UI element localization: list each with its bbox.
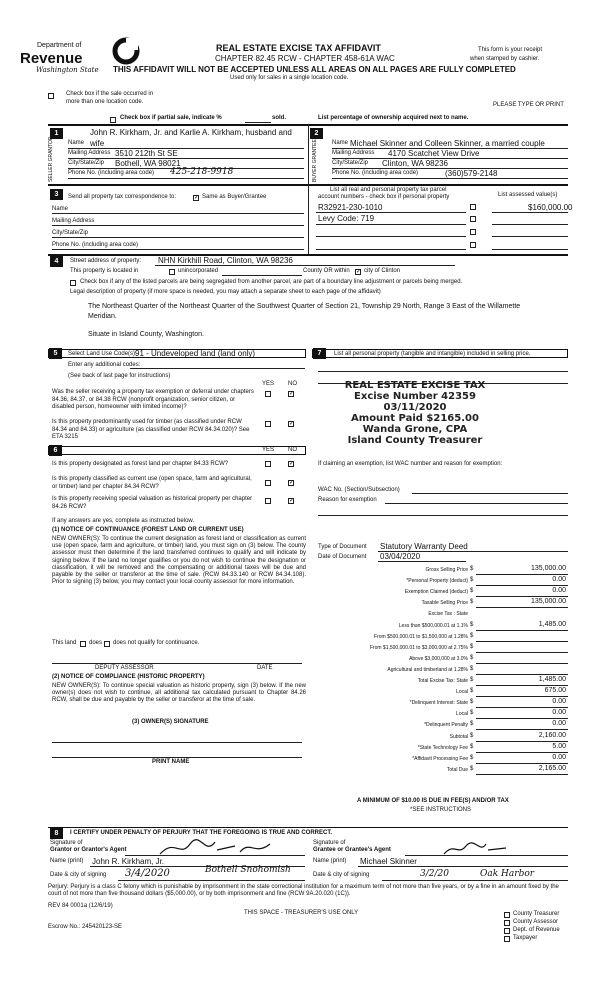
calc-value: 0.00	[552, 754, 566, 761]
calc-value: 2,165.00	[538, 765, 566, 772]
buyer-name-label: Name	[332, 140, 349, 146]
section-7-number: 7	[313, 348, 326, 359]
multi-location-label-1: Check box if the sale occurred in	[66, 91, 154, 97]
calc-value: 0.00	[552, 709, 566, 716]
street-label: Street address of property:	[70, 258, 142, 264]
calc-value: 0.00	[552, 698, 566, 705]
legal-description-3: Situate in Island County, Washington.	[88, 331, 204, 338]
county-or-label: County OR within	[303, 268, 350, 274]
section-6-number: 6	[49, 445, 62, 456]
calc-label: Exemption Claimed (deduct)	[404, 589, 468, 595]
grantee-print-name: Michael Skinner	[360, 857, 417, 866]
legal-description-2: Meridian.	[88, 313, 117, 320]
calc-label: From $500,000.01 to $1,500,000 at 1.28%	[374, 634, 468, 640]
copy-county-treasurer: County Treasurer	[513, 911, 560, 917]
seller-name-label: Name	[68, 140, 85, 146]
treasurer-stamp	[335, 380, 495, 446]
calc-dollar-sign: $	[470, 588, 474, 594]
calc-label: *Personal Property (deduct)	[406, 578, 468, 584]
segregated-label: Check box if any of the listed parcels are being segregated from another parcel, are part of a boundary line adjustment or parcels being merged.	[80, 279, 463, 285]
does-label: does	[89, 640, 103, 646]
list-percentage: List percentage of ownership acquired next to name.	[318, 115, 469, 121]
personal-property-box-1[interactable]	[470, 204, 476, 210]
grantor-date: 3/4/2020	[125, 868, 170, 879]
sec5-question-2: Is this property predominantly used for timber (as classified under RCW 84.34 and 84.33) or agriculture (as classified under RCW 84.34.020)? See ETA 3215	[52, 419, 250, 440]
seller-side-label: SELLER GRANTOR	[48, 136, 54, 182]
calc-value: 0.00	[552, 576, 566, 583]
form-chapter: CHAPTER 82.45 RCW - CHAPTER 458-61A WAC	[215, 54, 395, 63]
calc-label: Excise Tax : State	[428, 611, 468, 617]
form-title: REAL ESTATE EXCISE TAX AFFIDAVIT	[216, 43, 381, 53]
land-use-label: Select Land Use Code(s):	[68, 351, 137, 357]
sec6-q2-no[interactable]: ✓	[289, 480, 295, 486]
stamp-line-3: 03/11/2020	[383, 402, 447, 413]
send-label: Send all property tax correspondence to:	[68, 194, 177, 200]
seller-address-label: Mailing Address	[68, 150, 111, 156]
sec5-q2-no[interactable]: ✓	[289, 421, 295, 427]
calc-dollar-sign: $	[470, 699, 474, 705]
copy-county-assessor: County Assessor	[513, 919, 559, 925]
same-as-buyer-label: Same as Buyer/Grantee	[202, 194, 267, 200]
does-not-qualify-checkbox[interactable]	[104, 641, 110, 647]
buyer-phone: (360)579-2148	[445, 169, 498, 178]
buyer-side-label: BUYER GRANTEE	[312, 139, 318, 182]
calc-dollar-sign: $	[470, 655, 474, 661]
calc-value: 0.00	[552, 587, 566, 594]
calc-label: Subtotal	[449, 734, 468, 740]
revenue-logo-icon	[112, 36, 140, 66]
calc-label: Local	[456, 711, 468, 717]
buyer-address-label: Mailing Address	[332, 150, 375, 156]
seller-name-line-1: John R. Kirkham, Jr. and Karlie A. Kirkham, husband and	[90, 128, 292, 137]
multi-location-checkbox[interactable]	[48, 93, 54, 99]
section-4-number: 4	[50, 256, 63, 267]
section-1-number: 1	[50, 128, 63, 139]
revenue-logo-text: Revenue	[20, 50, 83, 67]
multi-location-label-2: more than one location code.	[66, 99, 144, 105]
calc-label: Total Due	[446, 767, 468, 773]
calc-label: Less than $500,000.01 at 1.1%	[398, 623, 468, 629]
sec6-q2-yes[interactable]	[265, 480, 271, 486]
sec6-question-1: Is this property designated as forest land per chapter 84.33 RCW?	[52, 461, 229, 467]
exemption-label: If claiming an exemption, list WAC number and reason for exemption:	[318, 461, 503, 467]
calc-dollar-sign: $	[470, 566, 474, 572]
minimum-due: A MINIMUM OF $10.00 IS DUE IN FEE(S) AND/OR TAX	[357, 798, 509, 804]
seller-city-label: City/State/Zip	[68, 160, 105, 166]
list-parcels-2: account numbers - check box if personal property	[318, 194, 450, 200]
levy-code: Levy Code: 719	[318, 214, 375, 223]
sec6-no-header: NO	[288, 447, 297, 453]
grantor-date-label: Date & city of signing	[50, 872, 107, 878]
parcel-number: R32921-230-1010	[318, 203, 383, 212]
calc-value: 675.00	[544, 687, 566, 694]
legal-description-label: Legal description of property (if more space is needed, you may attach a separate sheet to each page of the affidavit)	[70, 289, 381, 295]
assessed-value: $160,000.00	[528, 203, 573, 212]
calc-label: Agricultural and timberland at 1.28%	[387, 667, 468, 673]
within-city-checkbox[interactable]: ✓	[356, 269, 362, 275]
grantor-signature	[155, 836, 275, 860]
seller-address: 3510 212th St SE	[115, 149, 178, 158]
calc-dollar-sign: $	[470, 666, 474, 672]
sec6-q3-yes[interactable]	[265, 498, 271, 504]
buyer-address: 4170 Scatchet View Drive	[388, 149, 480, 158]
calc-value: 0.00	[552, 720, 566, 727]
grantee-date-label: Date & city of signing	[313, 872, 370, 878]
stamp-line-6: Island County Treasurer	[347, 435, 483, 446]
sec5-yes-header: YES	[262, 381, 275, 387]
buyer-phone-label: Phone No. (including area code)	[332, 170, 419, 176]
calc-value: 135,000.00	[530, 565, 566, 572]
calc-dollar-sign: $	[470, 633, 474, 639]
calc-dollar-sign: $	[470, 721, 474, 727]
copy-county-treasurer-box[interactable]	[504, 912, 510, 918]
grantor-print-label: Name (print)	[50, 858, 84, 864]
calc-value: 2,160.00	[538, 732, 566, 739]
calc-label: Taxable Selling Price	[421, 600, 468, 606]
grantee-city: Oak Harbor	[480, 869, 535, 879]
calc-dollar-sign: $	[470, 688, 474, 694]
certify-statement: I CERTIFY UNDER PENALTY OF PERJURY THAT THE FOREGOING IS TRUE AND CORRECT.	[70, 830, 333, 836]
copy-dept-revenue: Dept. of Revenue	[513, 927, 560, 933]
does-not-label: does not qualify for continuance.	[113, 640, 200, 646]
legal-description-1: The Northeast Quarter of the Northeast Quarter of the Southwest Quarter of Section 21, Township 29 North, Range 3 East of the Willamette	[88, 303, 521, 310]
deputy-assessor-label: DEPUTY ASSESSOR	[95, 665, 154, 671]
sec5-question-1: Was the seller receiving a property tax exemption or deferral under chapters 84.36, 84.37, or 84.38 RCW (nonprofit organization, senior citizen, or disabled person, homeowner with limited income)?	[52, 389, 254, 410]
sec5-q1-yes[interactable]	[265, 391, 271, 397]
partial-sale-label: Check box if partial sale, indicate %	[120, 115, 222, 121]
doc-type-label: Type of Document	[318, 544, 367, 550]
copy-dept-revenue-box[interactable]	[504, 928, 510, 934]
escrow-number: Escrow No.: 245420123-SE	[48, 924, 123, 930]
if-any-yes: If any answers are yes, complete as instructed below.	[52, 518, 195, 524]
calc-dollar-sign: $	[470, 755, 474, 761]
calc-value: 1,485.00	[538, 621, 566, 628]
stamp-line-4: Amount Paid $2165.00	[351, 413, 479, 424]
grantor-signature-label: Signature of	[50, 840, 83, 846]
grantee-signature-label: Signature of	[313, 840, 346, 846]
segregated-checkbox[interactable]	[70, 280, 76, 286]
calc-label: Local	[456, 689, 468, 695]
perjury-statement: Perjury: Perjury is a class C felony which is punishable by imprisonment in the state correctional institution for a maximum term of not more than five years, or by a fine in an amount fixed by the court of not more than five thousand dollars ($5,000.00), or by both imprisonment and fine (RCW 9A.20.020 (1C)).	[48, 884, 559, 898]
seller-city: Bothell, WA 98021	[115, 159, 181, 168]
see-back-label: (See back of last page for instructions)	[68, 373, 171, 379]
grantor-print-name: John R. Kirkham, Jr.	[92, 857, 165, 866]
buyer-city: Clinton, WA 98236	[382, 159, 448, 168]
calc-dollar-sign: $	[470, 677, 474, 683]
this-land-label: This land	[52, 640, 77, 646]
partial-sale-checkbox[interactable]	[110, 117, 116, 123]
notice-1-text: NEW OWNER(S): To continue the current designation as forest land or classification as current use (open space, farm and agriculture, or timber) land, you must sign on (3) below. The county assessor must then determine if the land transferred continues to qualify and will indicate by signing below. If the land no longer qualifies or you do not wish to continue the designation or classification, it will be removed and the compensating or additional taxes will be due and payable by the seller or transferor at the time of sale. (RCW 84.33.140 or RCW 84.34.108). Prior to signing (3) below, you may contact your local county assessor for more information.	[52, 536, 306, 586]
list-personal-property: List all personal property (tangible and intangible) included in selling price.	[334, 351, 531, 357]
dept-line: Department of	[37, 42, 82, 49]
seller-name-line-2: wife	[90, 139, 105, 148]
calc-label: *Delinquent Interest: State	[409, 700, 468, 706]
reason-label: Reason for exemption	[318, 497, 377, 503]
copy-taxpayer: Taxpayer	[513, 935, 538, 941]
calc-dollar-sign: $	[470, 644, 474, 650]
calc-value: 5.00	[552, 743, 566, 750]
calc-dollar-sign: $	[470, 744, 474, 750]
owner-signature-label: (3) OWNER(S) SIGNATURE	[132, 719, 209, 725]
sec6-q1-yes[interactable]	[265, 461, 271, 467]
calc-dollar-sign: $	[470, 733, 474, 739]
grantor-city: Bothell Snohomish	[205, 865, 291, 875]
copy-county-assessor-box[interactable]	[504, 920, 510, 926]
doc-date-label: Date of Document	[318, 554, 367, 560]
calc-dollar-sign: $	[470, 599, 474, 605]
same-as-buyer-checkbox[interactable]: ✓	[194, 195, 200, 201]
qualifies-checkbox[interactable]	[80, 641, 86, 647]
land-use-value: 91 - Undeveloped land (land only)	[135, 349, 256, 358]
sec6-question-3: Is this property receiving special valuation as historical property per chapter 84.26 RCW?	[52, 496, 253, 510]
buyer-city-label: City/State/Zip	[332, 160, 369, 166]
sec6-question-2: Is this property classified as current use (open space, farm and agricultural, or timber) land per chapter 84.34 RCW?	[52, 476, 252, 490]
copy-taxpayer-box[interactable]	[504, 936, 510, 942]
located-label: This property is located in	[70, 268, 139, 274]
sec6-q3-no[interactable]: ✓	[289, 498, 295, 504]
city-of-label: city of Clinton	[364, 268, 401, 274]
notice-1-title: (1) NOTICE OF CONTINUANCE (FOREST LAND OR CURRENT USE)	[52, 527, 244, 533]
partial-sale-sold: sold.	[272, 115, 287, 121]
personal-property-box-2[interactable]	[470, 216, 476, 222]
stamp-line-1: REAL ESTATE EXCISE TAX	[344, 380, 486, 391]
sec5-q1-no[interactable]: ✓	[289, 391, 295, 397]
sec5-no-header: NO	[288, 381, 297, 387]
treasurer-use-only: THIS SPACE - TREASURER'S USE ONLY	[244, 910, 359, 916]
please-type: PLEASE TYPE OR PRINT	[493, 102, 564, 108]
stamp-line-2: Excise Number 42359	[354, 391, 476, 402]
receipt-note-1: This form is your receipt	[478, 47, 543, 53]
calc-label: Gross Selling Price	[425, 567, 468, 573]
receipt-note-2: when stamped by cashier.	[470, 56, 540, 62]
calc-label: *State Technology Fee	[417, 745, 468, 751]
sec6-q1-no[interactable]: ✓	[289, 461, 295, 467]
notice-2-title: (2) NOTICE OF COMPLIANCE (HISTORIC PROPERTY)	[52, 674, 205, 680]
print-name-label: PRINT NAME	[152, 759, 190, 765]
date-label: DATE	[257, 665, 273, 671]
notice-2-text: NEW OWNER(S): To continue special valuation as historic property, sign (3) below. If the new owner(s) does not wish to continue, all additional tax calculated pursuant to Chapter 84.26 RCW, shall be due and payable by the seller or transferor at the time of sale.	[52, 683, 306, 704]
section-3-number: 3	[50, 189, 63, 200]
sec3-address-label: Mailing Address	[52, 218, 95, 224]
calc-label: Total Excise Tax: State	[417, 678, 468, 684]
grantee-print-label: Name (print)	[313, 858, 347, 864]
buyer-name: Michael Skinner and Colleen Skinner, a married couple	[350, 139, 545, 148]
sec3-city-label: City/State/Zip	[52, 230, 89, 236]
stamp-line-5: Wanda Grone, CPA	[362, 424, 468, 435]
doc-date-value: 03/04/2020	[380, 552, 421, 561]
calc-dollar-sign: $	[470, 766, 474, 772]
calc-label: From $1,500,000.01 to $3,000,000 at 2.75%	[369, 645, 468, 651]
seller-phone-label: Phone No. (including area code)	[68, 170, 155, 176]
calc-dollar-sign: $	[470, 577, 474, 583]
street-address: NHN Kirkhill Road, Clinton, WA 98236	[158, 256, 293, 265]
calc-value: 135,000.00	[530, 598, 566, 605]
grantee-agent-label: Grantee or Grantee's Agent	[313, 847, 391, 853]
unincorporated-label: unincorporated	[178, 268, 219, 274]
section-8-number: 8	[50, 828, 63, 839]
sec5-q2-yes[interactable]	[265, 421, 271, 427]
see-instructions: *SEE INSTRUCTIONS	[410, 807, 472, 813]
assessed-values-label: List assessed value(s)	[498, 192, 558, 198]
sec3-phone-label: Phone No. (including area code)	[52, 242, 139, 248]
sec6-yes-header: YES	[262, 447, 275, 453]
calc-label: *Affidavit Processing Fee	[412, 756, 468, 762]
section-5-number: 5	[49, 348, 62, 359]
sec3-name-label: Name	[52, 206, 69, 212]
calc-dollar-sign: $	[470, 622, 474, 628]
calc-dollar-sign: $	[470, 710, 474, 716]
wac-label: WAC No. (Section/Subsection)	[318, 487, 400, 493]
additional-codes-label: Enter any additional codes:	[68, 362, 141, 368]
calc-label: *Delinquent Penalty	[424, 722, 468, 728]
doc-type-value: Statutory Warranty Deed	[380, 542, 468, 551]
grantor-agent-label: Grantor or Grantor's Agent	[50, 847, 127, 853]
personal-property-box-3[interactable]	[470, 229, 476, 235]
list-parcels-1: List all real and personal property tax parcel	[330, 187, 447, 193]
unincorporated-checkbox[interactable]	[169, 269, 175, 275]
seller-phone: 425-218-9918	[170, 167, 234, 177]
used-only: Used only for sales in a single location code.	[230, 75, 349, 81]
calc-label: Above $3,000,000 at 3.0%	[409, 656, 468, 662]
section-2-number: 2	[310, 128, 323, 139]
form-warning: THIS AFFIDAVIT WILL NOT BE ACCEPTED UNLESS ALL AREAS ON ALL PAGES ARE FULLY COMPLETED	[113, 65, 516, 74]
form-revision: REV 84 0001a (12/6/19)	[48, 903, 113, 909]
personal-property-box-4[interactable]	[470, 242, 476, 248]
state-line: Washington State	[36, 66, 99, 74]
grantee-date: 3/2/20	[420, 869, 449, 879]
calc-value: 1,485.00	[538, 676, 566, 683]
